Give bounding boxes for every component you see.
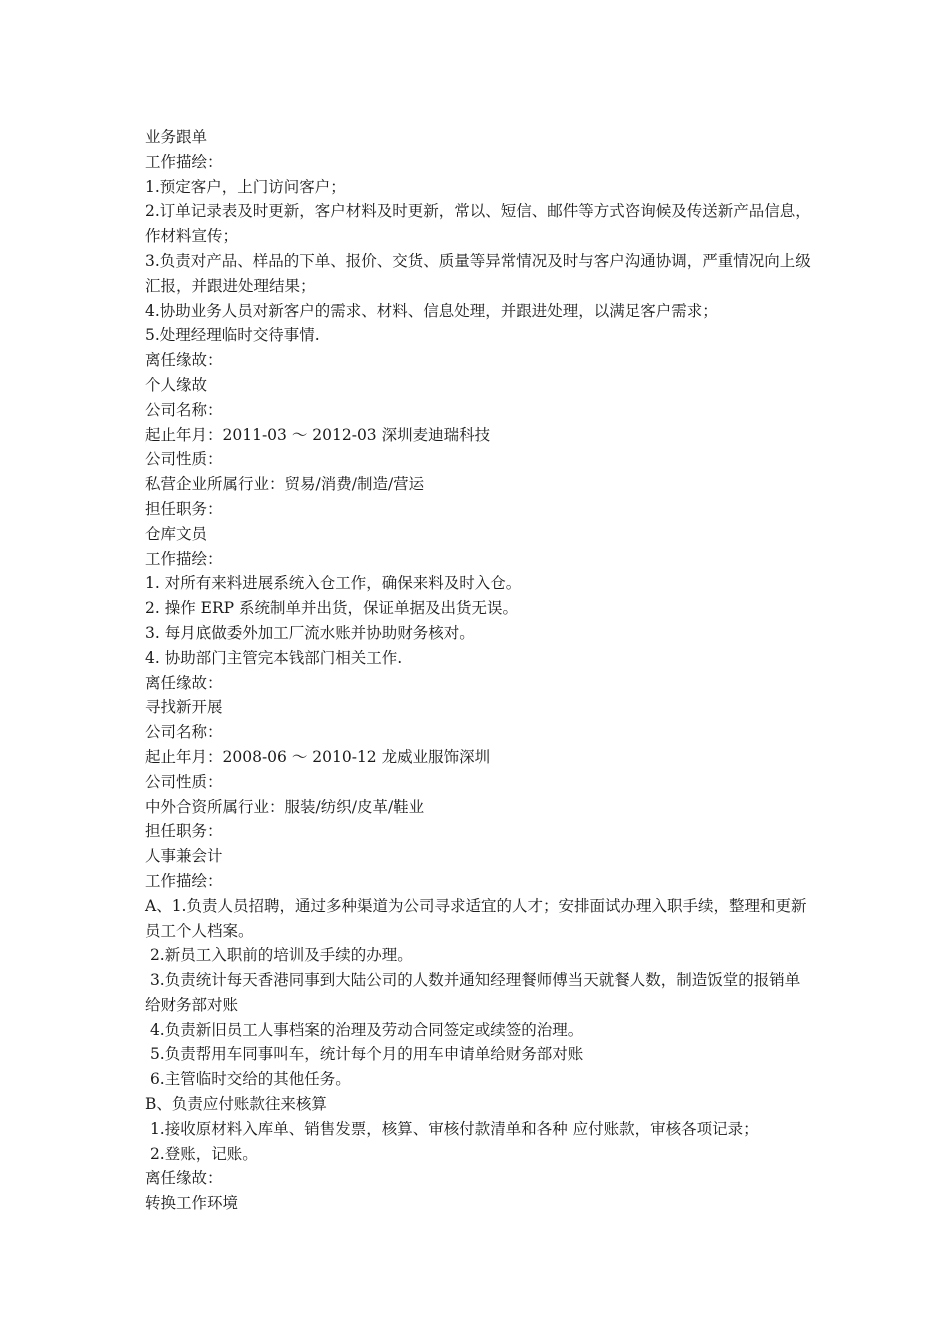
company-industry: 中外合资所属行业：服装/纺织/皮革/鞋业	[145, 797, 425, 816]
field-label: 公司性质：	[145, 772, 223, 791]
field-value: 寻找新开展	[145, 698, 223, 717]
section-title: 业务跟单	[145, 128, 208, 146]
field-label: 公司性质：	[145, 450, 223, 469]
list-item: B、负责应付账款往来核算	[145, 1095, 327, 1114]
field-label: 工作描绘：	[145, 152, 223, 171]
field-value: 转换工作环境	[145, 1194, 239, 1213]
field-label: 工作描绘：	[145, 871, 223, 890]
field-label: 担任职务：	[145, 822, 223, 841]
date-range-company: 起止年月：2008-06 ～ 2010-12 龙威业服饰深圳	[145, 747, 491, 766]
list-item: 1.预定客户，上门访问客户；	[145, 177, 346, 196]
list-item: 4.负责新旧员工人事档案的治理及劳动合同签定或续签的治理。	[145, 1020, 584, 1039]
list-item: 1.接收原材料入库单、销售发票，核算、审核付款清单和各种 应付账款，审核各项记录；	[145, 1119, 759, 1138]
list-item: A、1.负责人员招聘，通过多种渠道为公司寻求适宜的人才；安排面试办理入职手续，整理和更新员工个人档案。	[145, 896, 807, 940]
list-item: 2. 操作 ERP 系统制单并出货，保证单据及出货无误。	[145, 599, 518, 618]
job-title: 人事兼会计	[145, 847, 223, 866]
document-body	[145, 125, 815, 1216]
field-label: 工作描绘：	[145, 549, 223, 568]
list-item: 5.负责帮用车同事叫车，统计每个月的用车申请单给财务部对账	[145, 1045, 584, 1064]
field-label: 担任职务：	[145, 499, 223, 518]
list-item: 3. 每月底做委外加工厂流水账并协助财务核对。	[145, 623, 475, 642]
list-item: 3.负责对产品、样品的下单、报价、交货、质量等异常情况及时与客户沟通协调，严重情况向上级汇报，并跟进处理结果；	[145, 251, 811, 295]
job-title: 仓库文员	[145, 524, 208, 543]
field-label: 公司名称：	[145, 723, 223, 742]
date-range-company: 起止年月：2011-03 ～ 2012-03 深圳麦迪瑞科技	[145, 425, 491, 444]
field-label: 离任缘故：	[145, 673, 223, 692]
list-item: 2.新员工入职前的培训及手续的办理。	[145, 946, 413, 965]
list-item: 5.处理经理临时交待事情.	[145, 326, 320, 345]
list-item: 1. 对所有来料进展系统入仓工作，确保来料及时入仓。	[145, 574, 522, 593]
list-item: 2.订单记录表及时更新，客户材料及时更新，常以、短信、邮件等方式咨询候及传送新产品信息，作材料宣传；	[145, 202, 811, 246]
list-item: 4. 协助部门主管完本钱部门相关工作.	[145, 648, 403, 667]
field-value: 个人缘故	[145, 375, 208, 394]
list-item: 2.登账，记账。	[145, 1144, 258, 1163]
company-industry: 私营企业所属行业：贸易/消费/制造/营运	[145, 475, 425, 494]
field-label: 离任缘故：	[145, 1169, 223, 1188]
field-label: 离任缘故：	[145, 351, 223, 370]
list-item: 4.协助业务人员对新客户的需求、材料、信息处理，并跟进处理，以满足客户需求；	[145, 301, 718, 320]
list-item: 3.负责统计每天香港同事到大陆公司的人数并通知经理餐师傅当天就餐人数，制造饭堂的报销单给财务部对账	[145, 971, 801, 1014]
list-item: 6.主管临时交给的其他任务。	[145, 1070, 351, 1089]
field-label: 公司名称：	[145, 400, 223, 419]
